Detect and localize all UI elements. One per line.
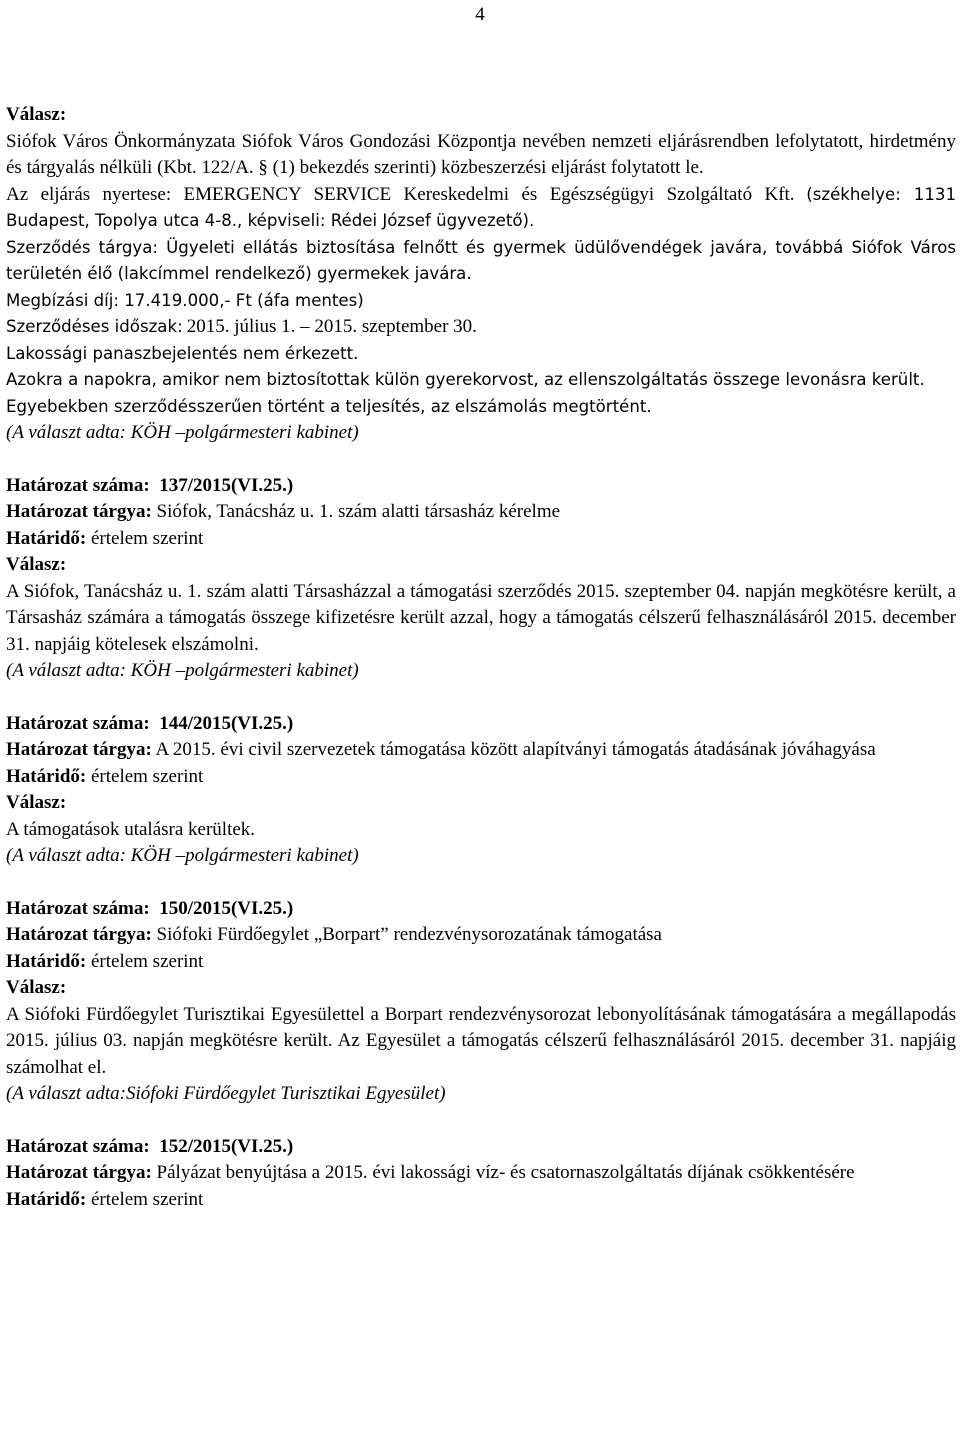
deadline-value: értelem szerint [90,765,204,787]
deadline-line [6,949,956,976]
resolution-subject-label: Határozat tárgya: [6,1162,152,1183]
winner-text: Az eljárás nyertese: EMERGENCY SERVICE Kereskedelmi és Egészségügyi Szolgáltató Kft. [6,183,795,205]
resolution-number-label: Határozat száma: [6,897,150,919]
deadline-line [6,1187,956,1214]
fulfillment-text: Egyebekben szerződésszerűen történt a teljesítés, az elszámolás megtörtént. [6,396,652,416]
deadline-line [6,526,956,553]
resolution-number-label: Határozat száma: [6,712,150,734]
resolution-subject: Pályázat benyújtása a 2015. évi lakossági víz- és csatornaszolgáltatás díjának csökkentésére [156,1162,855,1183]
document-body [6,102,956,1213]
answer-source: (A választ adta: KÖH –polgármesteri kabinet) [6,660,359,681]
resolution-subject: Siófoki Fürdőegylet „Borpart” rendezvénysorozatának támogatása [156,924,662,945]
resolution-number-label: Határozat száma: [6,1135,150,1157]
deadline-label: Határidő: [6,527,87,549]
answer-paragraph-1: Siófok Város Önkormányzata Siófok Város Gondozási Központja nevében nemzeti eljárásrendben lefolytatott, hirdetmény és tárgyalás nélküli (Kbt. 122/A. § (1) bekezdés szerinti) közbeszerzési eljárást folytatott le. [6,130,956,178]
deadline-value: értelem szerint [90,1188,204,1210]
resolution-subject-label: Határozat tárgya: [6,739,152,760]
resolution-number-line [6,896,956,923]
resolution-number: 144/2015(VI.25.) [159,712,294,734]
answer-text: A támogatások utalásra kerültek. [6,818,256,840]
answer-label: Válasz: [6,792,67,813]
answer-text: A Siófok, Tanácsház u. 1. szám alatti Társasházzal a támogatási szerződés 2015. szeptember 04. napján megkötésre került, a Társasház számára a támogatás összege kifizetésre került azzal, hogy a támogatás célszerű felhasználásáról 2015. december 31. napjáig kötelesek elszámolni. [6,580,956,655]
complaints-line: Lakossági panaszbejelentés nem érkezett. [6,343,359,363]
answer-source: (A választ adta: KÖH –polgármesteri kabinet) [6,422,359,443]
answer-source: (A választ adta: KÖH –polgármesteri kabinet) [6,845,359,866]
contract-period-label: Szerződéses időszak: [6,317,183,336]
answer-paragraph-2 [6,182,956,235]
resolution-block [6,473,956,685]
deadline-label: Határidő: [6,765,87,787]
deadline-line [6,764,956,791]
answer-label: Válasz: [6,977,67,998]
resolution-number-line [6,473,956,500]
resolution-subject-line [6,922,956,949]
answer-label: Válasz: [6,554,67,575]
contract-period-value: 2015. július 1. – 2015. szeptember 30. [186,316,477,337]
fee-line: Megbízási díj: 17.419.000,- Ft (áfa mentes) [6,290,364,310]
page-number: 4 [475,4,485,25]
resolution-number-line [6,711,956,738]
resolution-subject-line [6,737,916,764]
answer-text: A Siófoki Fürdőegylet Turisztikai Egyesülettel a Borpart rendezvénysorozat lebonyolításának támogatására a megállapodás 2015. július 03. napján megkötésre került. Az Egyesület a támogatás célszerű felhasználásáról 2015. december 31. napjáig számolhat el. [6,1003,956,1078]
resolution-block [6,896,956,1108]
resolution-subject: A 2015. évi civil szervezetek támogatása között alapítványi támogatás átadásának jóváhagyása [155,739,876,760]
resolution-subject-label: Határozat tárgya: [6,924,152,945]
resolution-number-label: Határozat száma: [6,474,150,496]
answer-source: (A választ adta:Siófoki Fürdőegylet Turisztikai Egyesület) [6,1083,446,1104]
deadline-value: értelem szerint [90,950,204,972]
resolution-number: 150/2015(VI.25.) [159,897,294,919]
resolution-number: 152/2015(VI.25.) [159,1135,294,1157]
answer-label: Válasz: [6,104,67,125]
deduction-paragraph [6,367,956,420]
resolution-subject-line [6,499,956,526]
contract-subject: Szerződés tárgya: Ügyeleti ellátás biztosítása felnőtt és gyermek üdülővendégek javára, továbbá Siófok Város területén élő (lakcímmel rendelkező) gyermekek javára. [6,237,956,283]
resolution-block [6,711,956,870]
contract-period [6,314,956,341]
deadline-label: Határidő: [6,950,87,972]
resolution-subject: Siófok, Tanácsház u. 1. szám alatti társasház kérelme [156,501,561,522]
resolution-block [6,1134,956,1214]
resolution-number: 137/2015(VI.25.) [159,474,294,496]
deadline-value: értelem szerint [90,527,204,549]
resolution-number-line [6,1134,956,1161]
resolution-subject-label: Határozat tárgya: [6,501,152,522]
resolution-subject-line [6,1160,916,1187]
winner-details: (székhelye: 1131 Budapest, Topolya utca 4-8., képviseli: Rédei József ügyvezető). [6,184,957,230]
deadline-label: Határidő: [6,1188,87,1210]
deduction-text: Azokra a napokra, amikor nem biztosítottak külön gyerekorvost, az ellenszolgáltatás összege levonásra került. [6,370,925,389]
